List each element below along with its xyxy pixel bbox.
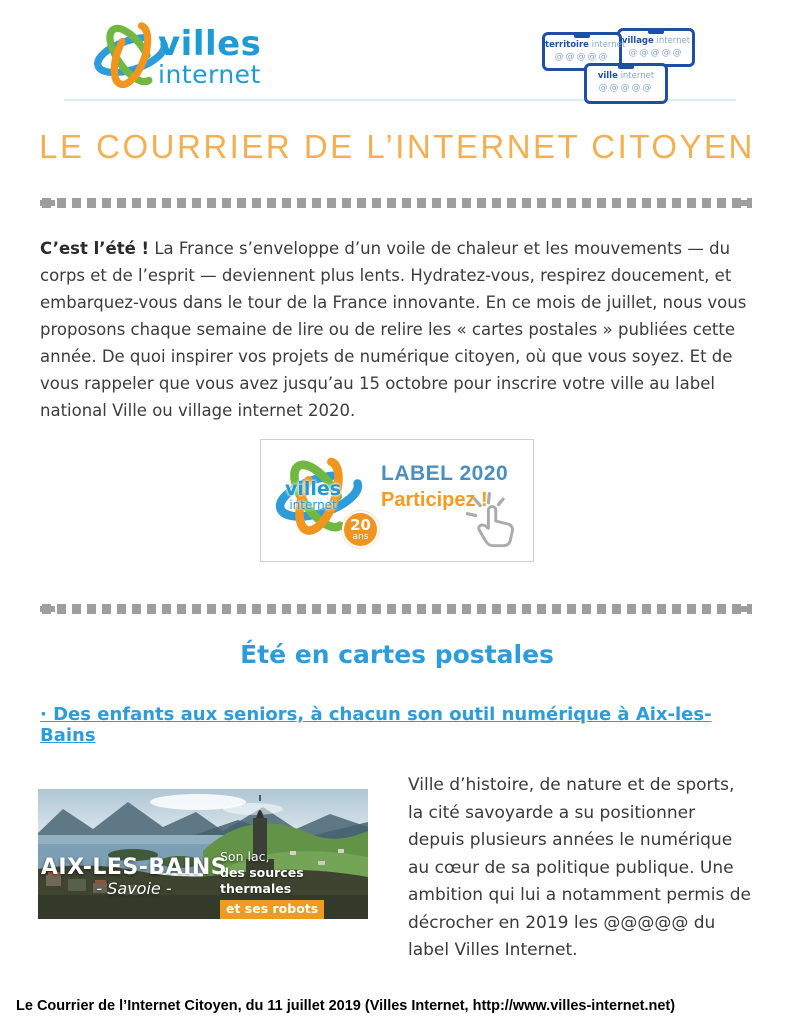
logo-word-internet: internet: [158, 60, 261, 89]
dashed-separator-top: [42, 198, 752, 208]
intro-paragraph: [40, 235, 754, 424]
banner-villes-internet-logo: [271, 448, 381, 554]
header: [0, 0, 794, 102]
article-block: [38, 775, 754, 965]
newsletter-title: LE COURRIER DE L’INTERNET CITOYEN: [39, 128, 755, 165]
postcard-caption: [220, 849, 368, 919]
plaque-suffix: internet: [591, 40, 626, 50]
dashed-separator-bottom: [42, 604, 752, 614]
click-hand-icon: [461, 489, 525, 557]
banner-logo-word-internet: internet: [289, 498, 337, 512]
banner-logo-word-villes: villes: [285, 478, 342, 500]
plaque-suffix: internet: [620, 71, 655, 81]
footer-citation: Le Courrier de l’Internet Citoyen, du 11 juillet 2019 (Villes Internet, http://www.villes-internet.net): [16, 998, 676, 1014]
postcard-city-name: AIX-LES-BAINS: [40, 855, 228, 880]
intro-body: La France s’enveloppe d’un voile de chaleur et les mouvements — du corps et de l’esprit — deviennent plus lents. Hydratez-vous, respirez doucement, et embarquez-vous dans le tour de la France innovante. En ce mois de juillet, nous vous proposons chaque semaine de lire ou de relire les « cartes postales » publiées cette année. De quoi inspirer vos projets de numérique citoyen, où que vous soyez. Et de vous rappeler que vous avez jusqu’au 15 octobre pour inscrire votre ville au label national Ville ou village internet 2020.: [40, 239, 747, 420]
section-heading: Été en cartes postales: [240, 640, 554, 669]
plaque-at-dots: @@@@@: [598, 83, 654, 93]
postcard-region-name: - Savoie -: [96, 879, 172, 898]
logo-word-villes: villes: [158, 24, 262, 64]
postcard-caption-line2: des sources thermales: [220, 865, 304, 896]
intro-lead: C’est l’été !: [40, 239, 150, 258]
villes-internet-logo: [90, 14, 261, 100]
banner-logo-wordmark: [285, 480, 341, 511]
plaque-village-internet: [617, 28, 695, 67]
postcard-caption-line1: Son lac,: [220, 849, 270, 864]
article-link-aix-les-bains[interactable]: · Des enfants aux seniors, à chacun son outil numérique à Aix-les-Bains: [40, 704, 712, 746]
plaque-name: ville: [597, 71, 618, 81]
plaque-at-dots: @@@@@: [628, 48, 684, 58]
label-plaques-illustration: [540, 8, 705, 104]
postcard-caption-highlight: et ses robots: [220, 900, 324, 919]
20-years-badge: 20 ans: [342, 511, 379, 548]
participez-cta-text: Participez !: [381, 489, 488, 511]
plaque-ville-internet: [584, 63, 668, 104]
aix-les-bains-photo[interactable]: [38, 789, 368, 919]
plaque-name: village: [621, 36, 654, 46]
label-2020-text: LABEL 2020: [381, 462, 509, 485]
label-2020-banner[interactable]: [260, 439, 534, 562]
plaque-at-dots: @@@@@: [554, 52, 610, 62]
logo-wordmark: [158, 24, 262, 89]
plaque-name: territoire: [545, 40, 589, 50]
plaque-suffix: internet: [656, 36, 691, 46]
article-paragraph: Ville d’histoire, de nature et de sports, la cité savoyarde a su positionner depuis plusieurs années le numérique au cœur de sa politique publique. Une ambition qui lui a notamment permis de décrocher en 2019 les @@@@@ du label Villes Internet.: [408, 775, 752, 960]
